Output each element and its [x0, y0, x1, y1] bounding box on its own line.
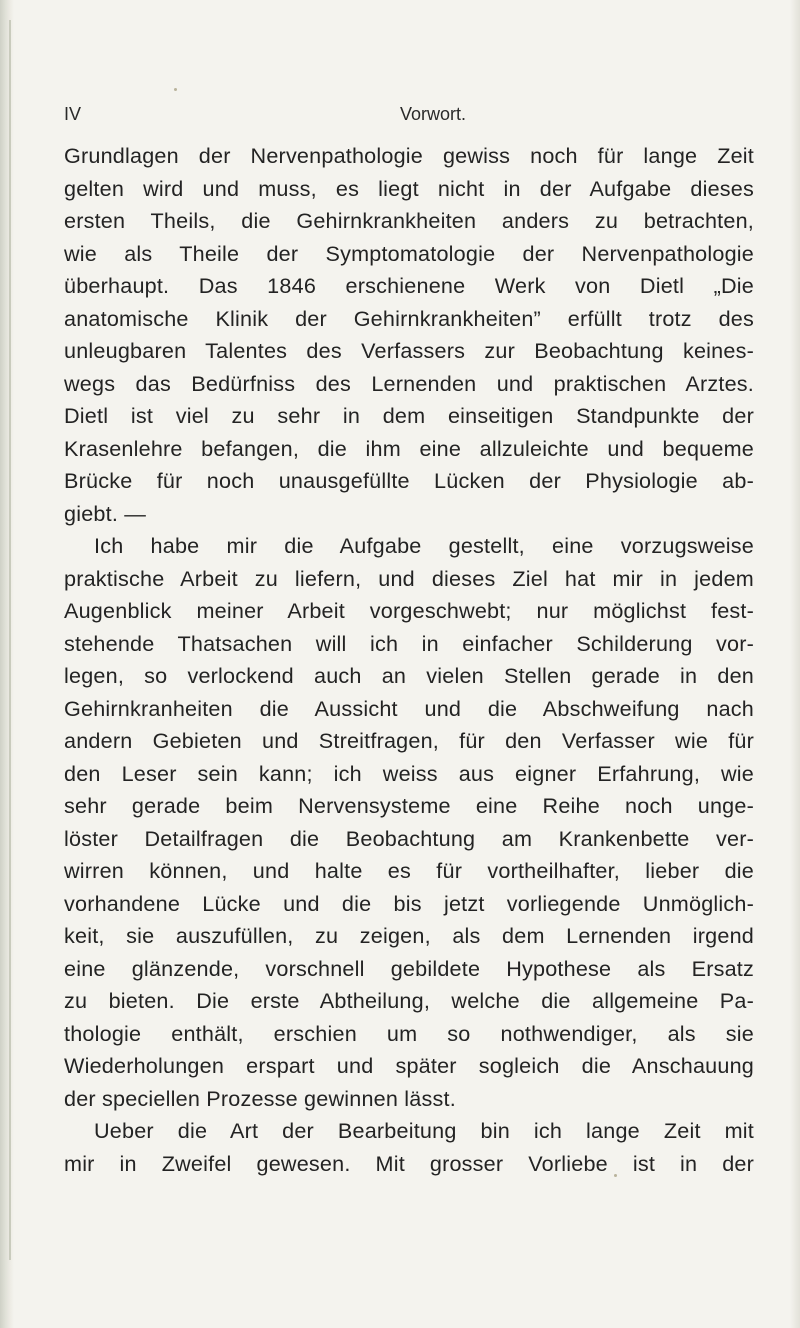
- text-line: praktische Arbeit zu liefern, und dieses Ziel hat mir in jedem: [64, 565, 754, 591]
- text-line: gelten wird und muss, es liegt nicht in der Aufgabe dieses: [64, 175, 754, 201]
- text-line: überhaupt. Das 1846 erschienene Werk von Dietl „Die: [64, 273, 754, 298]
- paragraph: [64, 140, 754, 530]
- page-binding-line: [9, 20, 11, 1260]
- text-line: Krasenlehre befangen, die ihm eine allzuleichte und bequeme: [64, 435, 754, 461]
- text-line: den Leser sein kann; ich weiss aus eigner Erfahrung, wie: [64, 760, 754, 786]
- text-line: Grundlagen der Nervenpathologie gewiss noch für lange Zeit: [64, 143, 754, 168]
- text-line: eine glänzende, vorschnell gebildete Hypothese als Ersatz: [64, 955, 754, 981]
- text-line: giebt. —: [64, 500, 147, 526]
- text-line: Ich habe mir die Aufgabe gestellt, eine vorzugsweise: [94, 533, 754, 558]
- text-line: Dietl ist viel zu sehr in dem einseitigen Standpunkte der: [64, 403, 754, 428]
- text-line: keit, sie auszufüllen, zu zeigen, als dem Lernenden irgend: [64, 923, 754, 948]
- page-edge-right: [790, 0, 800, 1328]
- text-line: unleugbaren Talentes des Verfassers zur Beobachtung keines-: [64, 338, 754, 363]
- text-line: andern Gebieten und Streitfragen, für den Verfasser wie für: [64, 728, 754, 753]
- page-header: [64, 104, 754, 134]
- text-line: zu bieten. Die erste Abtheilung, welche die allgemeine Pa-: [64, 988, 754, 1013]
- text-line: stehende Thatsachen will ich in einfacher Schilderung vor-: [64, 630, 754, 656]
- text-line: löster Detailfragen die Beobachtung am Krankenbette ver-: [64, 825, 754, 851]
- text-line: vorhandene Lücke und die bis jetzt vorliegende Unmöglich-: [64, 890, 754, 916]
- text-line: legen, so verlockend auch an vielen Stellen gerade in den: [64, 663, 754, 688]
- text-line: ersten Theils, die Gehirnkrankheiten anders zu betrachten,: [64, 208, 754, 233]
- text-line: sehr gerade beim Nervensysteme eine Reihe noch unge-: [64, 793, 754, 818]
- text-line: Ueber die Art der Bearbeitung bin ich lange Zeit mit: [94, 1118, 754, 1143]
- text-line: Augenblick meiner Arbeit vorgeschwebt; nur möglichst fest-: [64, 598, 754, 623]
- text-line: thologie enthält, erschien um so nothwendiger, als sie: [64, 1020, 754, 1046]
- text-line: anatomische Klinik der Gehirnkrankheiten” erfüllt trotz des: [64, 305, 754, 331]
- running-head: Vorwort.: [400, 104, 467, 124]
- page-binding-edge-left: [0, 0, 14, 1328]
- text-line: Wiederholungen erspart und später sogleich die Anschauung: [64, 1053, 754, 1078]
- page-number: IV: [64, 104, 82, 124]
- text-line: Brücke für noch unausgefüllte Lücken der Physiologie ab-: [64, 468, 754, 493]
- body-text: [64, 140, 754, 1180]
- text-line: mir in Zweifel gewesen. Mit grosser Vorliebe ist in der: [64, 1150, 754, 1176]
- text-line: der speciellen Prozesse gewinnen lässt.: [64, 1085, 456, 1111]
- paragraph: [64, 530, 754, 1115]
- text-line: wegs das Bedürfniss des Lernenden und praktischen Arztes.: [64, 370, 754, 396]
- paper-speck: [174, 88, 177, 91]
- paragraph: [64, 1115, 754, 1180]
- text-line: wirren können, und halte es für vortheilhafter, lieber die: [64, 858, 754, 883]
- text-line: Gehirnkranheiten die Aussicht und die Abschweifung nach: [64, 695, 754, 721]
- text-line: wie als Theile der Symptomatologie der Nervenpathologie: [64, 240, 754, 266]
